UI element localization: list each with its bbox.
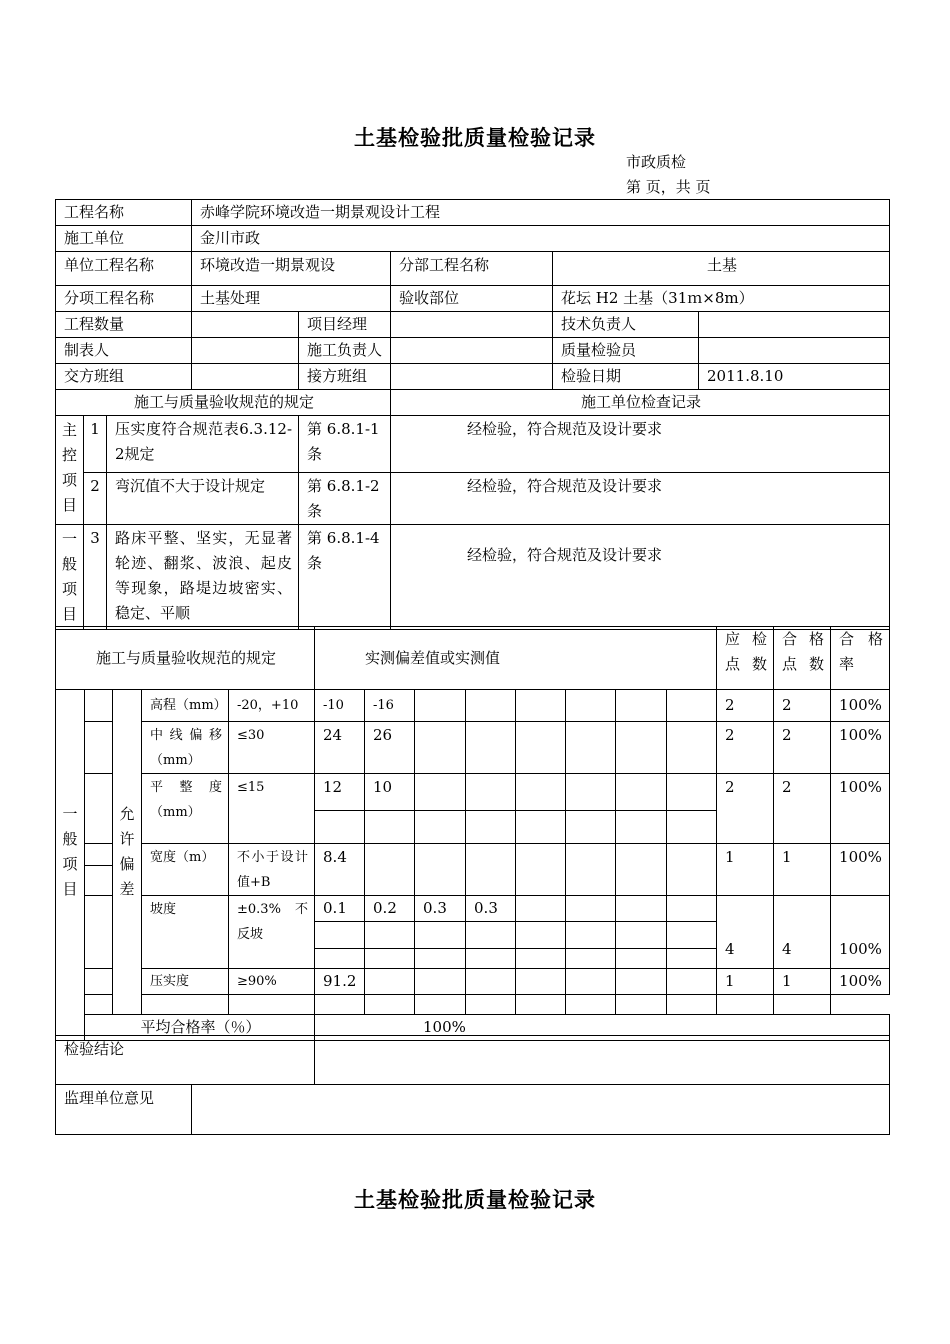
- general-group-label: 一般项目: [56, 525, 84, 630]
- measure-pass: 2: [774, 690, 831, 722]
- measure-rate: 100%: [831, 774, 890, 844]
- spec-item-text: 弯沉值不大于设计规定: [107, 473, 299, 525]
- takeover-label: 接方班组: [299, 364, 391, 390]
- measure-value: [616, 722, 667, 774]
- blank-cell: [466, 995, 516, 1015]
- handover-label: 交方班组: [56, 364, 192, 390]
- site-lead-label: 施工负责人: [299, 338, 391, 364]
- blank-cell: [85, 844, 113, 896]
- acceptance-part-value: 花坛 H2 土基（31ｍ×8m）: [553, 286, 890, 312]
- date-label: 检验日期: [553, 364, 699, 390]
- measure-value: [415, 844, 466, 896]
- division-value: 土基: [553, 252, 890, 286]
- acceptance-part-label: 验收部位: [391, 286, 553, 312]
- measure-points: 1: [717, 844, 774, 896]
- unit-project-value: 环境改造一期景观设: [192, 252, 391, 286]
- measure-tolerance: -20，+10: [229, 690, 315, 722]
- org-label: 市政质检: [626, 153, 687, 171]
- measure-value: [365, 969, 415, 995]
- measure-value: [566, 690, 616, 722]
- measure-points: 2: [717, 690, 774, 722]
- pm-value: [391, 312, 553, 338]
- blank-cell: [717, 995, 774, 1015]
- measure-value: [566, 969, 616, 995]
- blank-cell: [616, 922, 667, 949]
- measure-points: 4: [717, 896, 774, 969]
- preparer-label: 制表人: [56, 338, 192, 364]
- blank-cell: [315, 922, 365, 949]
- blank-cell: [85, 722, 113, 774]
- measure-value: [415, 722, 466, 774]
- measure-group-label: 一般项目: [56, 690, 85, 1015]
- division-label: 分部工程名称: [391, 252, 553, 286]
- measure-rate: 100%: [831, 844, 890, 896]
- measure-value: [667, 844, 717, 896]
- blank-cell: [85, 896, 113, 969]
- measure-value: -16: [365, 690, 415, 722]
- preparer-value: [192, 338, 299, 364]
- blank-cell: [616, 811, 667, 844]
- blank-cell: [229, 995, 315, 1015]
- measure-tolerance: ≤30: [229, 722, 315, 774]
- measure-value: [616, 774, 667, 811]
- quantity-value: [192, 312, 299, 338]
- measure-value: [516, 969, 566, 995]
- conclusion-table: [55, 1035, 890, 1135]
- measure-item: 高程（mm）: [142, 690, 229, 722]
- blank-cell: [566, 995, 616, 1015]
- blank-cell: [415, 949, 466, 969]
- measure-value: [415, 969, 466, 995]
- measure-value: [616, 969, 667, 995]
- measure-value: [466, 969, 516, 995]
- measure-item: 宽度（m）: [142, 844, 229, 896]
- measure-points: 1: [717, 969, 774, 995]
- measure-rate: 100%: [831, 690, 890, 722]
- document-title: 土基检验批质量检验记录: [354, 125, 596, 150]
- measure-item: 中线偏移（mm）: [142, 722, 229, 774]
- measure-value: [466, 844, 516, 896]
- blank-cell: [85, 774, 113, 844]
- spec-item-record: 经检验，符合规范及设计要求: [391, 416, 890, 473]
- measure-value: 26: [365, 722, 415, 774]
- measure-pass: 1: [774, 844, 831, 896]
- measure-value: [516, 896, 566, 922]
- blank-cell: [85, 690, 113, 722]
- measure-value: [566, 844, 616, 896]
- measure-value: [667, 896, 717, 922]
- blank-cell: [85, 995, 113, 1015]
- measure-value: 8.4: [315, 844, 365, 896]
- measure-item: 压实度: [142, 969, 229, 995]
- measure-value: [616, 896, 667, 922]
- measure-tolerance: ±0.3% 不反坡: [229, 896, 315, 969]
- blank-cell: [466, 949, 516, 969]
- measure-value: [466, 690, 516, 722]
- measure-tolerance: ≥90%: [229, 969, 315, 995]
- spec-item-no: 2: [84, 473, 107, 525]
- measure-pass: 2: [774, 722, 831, 774]
- info-table: [55, 199, 890, 630]
- unit-project-label: 单位工程名称: [56, 252, 192, 286]
- blank-cell: [85, 969, 113, 995]
- inspector-value: [699, 338, 890, 364]
- project-name-value: 赤峰学院环境改造一期景观设计工程: [192, 200, 890, 226]
- measure-pass: 4: [774, 896, 831, 969]
- blank-cell: [415, 922, 466, 949]
- col-pass-header: 合格点数: [774, 627, 831, 690]
- measure-points: 2: [717, 722, 774, 774]
- measure-left-header: 施工与质量验收规范的规定: [56, 627, 315, 690]
- conclusion-value: [315, 1036, 890, 1085]
- blank-cell: [466, 811, 516, 844]
- blank-cell: [315, 811, 365, 844]
- measure-value: -10: [315, 690, 365, 722]
- measure-value: 0.2: [365, 896, 415, 922]
- inspector-label: 质量检验员: [553, 338, 699, 364]
- spec-right-header: 施工单位检查记录: [391, 390, 890, 416]
- blank-cell: [566, 949, 616, 969]
- page-label: 第 页，共 页: [626, 178, 711, 196]
- tech-lead-value: [699, 312, 890, 338]
- spec-item-no: 3: [84, 525, 107, 630]
- footer-title: 土基检验批质量检验记录: [354, 1187, 596, 1212]
- measure-value: [667, 722, 717, 774]
- measure-value: 24: [315, 722, 365, 774]
- blank-cell: [667, 922, 717, 949]
- measure-value: [466, 722, 516, 774]
- measure-value: 0.1: [315, 896, 365, 922]
- measure-value: [667, 969, 717, 995]
- blank-cell: [516, 949, 566, 969]
- measure-value: [516, 774, 566, 811]
- measure-value: [415, 690, 466, 722]
- tech-lead-label: 技术负责人: [553, 312, 699, 338]
- measure-item: 坡度: [142, 896, 229, 969]
- main-control-group-label: 主控项目: [56, 416, 84, 525]
- col-points-header: 应检点数: [717, 627, 774, 690]
- blank-cell: [616, 995, 667, 1015]
- spec-item-clause: 第 6.8.1-4 条: [299, 525, 391, 630]
- measure-value: 0.3: [415, 896, 466, 922]
- blank-cell: [365, 949, 415, 969]
- avg-label: 平均合格率（％）: [85, 1015, 315, 1041]
- spec-item-clause: 第 6.8.1-1 条: [299, 416, 391, 473]
- blank-cell: [466, 922, 516, 949]
- date-value: 2011.8.10: [699, 364, 890, 390]
- measure-value: [566, 896, 616, 922]
- spec-item-record: 经检验，符合规范及设计要求: [391, 473, 890, 525]
- measure-value: [415, 774, 466, 811]
- measure-pass: 2: [774, 774, 831, 844]
- blank-cell: [516, 922, 566, 949]
- contractor-label: 施工单位: [56, 226, 192, 252]
- blank-cell: [415, 811, 466, 844]
- blank-cell: [365, 995, 415, 1015]
- conclusion-label: 检验结论: [56, 1036, 315, 1085]
- measure-table: [55, 626, 890, 1041]
- spec-item-record: 经检验，符合规范及设计要求: [391, 525, 890, 630]
- measure-value: 12: [315, 774, 365, 811]
- measure-value: [667, 774, 717, 811]
- blank-cell: [616, 949, 667, 969]
- measure-value: [616, 690, 667, 722]
- blank-cell: [516, 995, 566, 1015]
- measure-value: 91.2: [315, 969, 365, 995]
- measure-value: [667, 690, 717, 722]
- blank-cell: [566, 922, 616, 949]
- measure-rate: 100%: [831, 896, 890, 969]
- supervisor-value: [192, 1085, 890, 1135]
- measure-tolerance: 不小于设计值+B: [229, 844, 315, 896]
- blank-cell: [516, 811, 566, 844]
- col-rate-header: 合格率: [831, 627, 890, 690]
- measure-value: [466, 774, 516, 811]
- measure-value: [566, 722, 616, 774]
- takeover-value: [391, 364, 553, 390]
- quantity-label: 工程数量: [56, 312, 192, 338]
- supervisor-label: 监理单位意见: [56, 1085, 192, 1135]
- measure-mid-header: 实测偏差值或实测值: [315, 627, 717, 690]
- measure-value: [516, 722, 566, 774]
- blank-cell: [667, 811, 717, 844]
- spec-item-text: 路床平整、坚实，无显著轮迹、翻浆、波浪、起皮等现象，路堤边坡密实、稳定、平顺: [107, 525, 299, 630]
- measure-value: [616, 844, 667, 896]
- measure-rate: 100%: [831, 722, 890, 774]
- measure-value: [516, 690, 566, 722]
- subitem-value: 土基处理: [192, 286, 391, 312]
- blank-cell: [142, 995, 229, 1015]
- measure-rate: 100%: [831, 969, 890, 995]
- measure-pass: 1: [774, 969, 831, 995]
- blank-cell: [774, 995, 831, 1015]
- measure-value: [566, 774, 616, 811]
- blank-cell: [566, 811, 616, 844]
- blank-cell: [365, 922, 415, 949]
- spec-left-header: 施工与质量验收规范的规定: [56, 390, 391, 416]
- project-name-label: 工程名称: [56, 200, 192, 226]
- measure-value: [365, 844, 415, 896]
- handover-value: [192, 364, 299, 390]
- blank-cell: [365, 811, 415, 844]
- allow-deviation-label: 允许偏差: [113, 690, 142, 1015]
- blank-cell: [315, 949, 365, 969]
- spec-item-clause: 第 6.8.1-2 条: [299, 473, 391, 525]
- contractor-value: 金川市政: [192, 226, 890, 252]
- site-lead-value: [391, 338, 553, 364]
- measure-value: [516, 844, 566, 896]
- avg-value: 100%: [315, 1015, 890, 1041]
- measure-value: 10: [365, 774, 415, 811]
- subitem-label: 分项工程名称: [56, 286, 192, 312]
- blank-cell: [667, 995, 717, 1015]
- spec-item-text: 压实度符合规范表6.3.12-2规定: [107, 416, 299, 473]
- measure-value: 0.3: [466, 896, 516, 922]
- pm-label: 项目经理: [299, 312, 391, 338]
- measure-item: 平整度（mm）: [142, 774, 229, 844]
- measure-tolerance: ≤15: [229, 774, 315, 844]
- spec-item-no: 1: [84, 416, 107, 473]
- blank-cell: [667, 949, 717, 969]
- measure-points: 2: [717, 774, 774, 844]
- blank-cell: [315, 995, 365, 1015]
- blank-cell: [415, 995, 466, 1015]
